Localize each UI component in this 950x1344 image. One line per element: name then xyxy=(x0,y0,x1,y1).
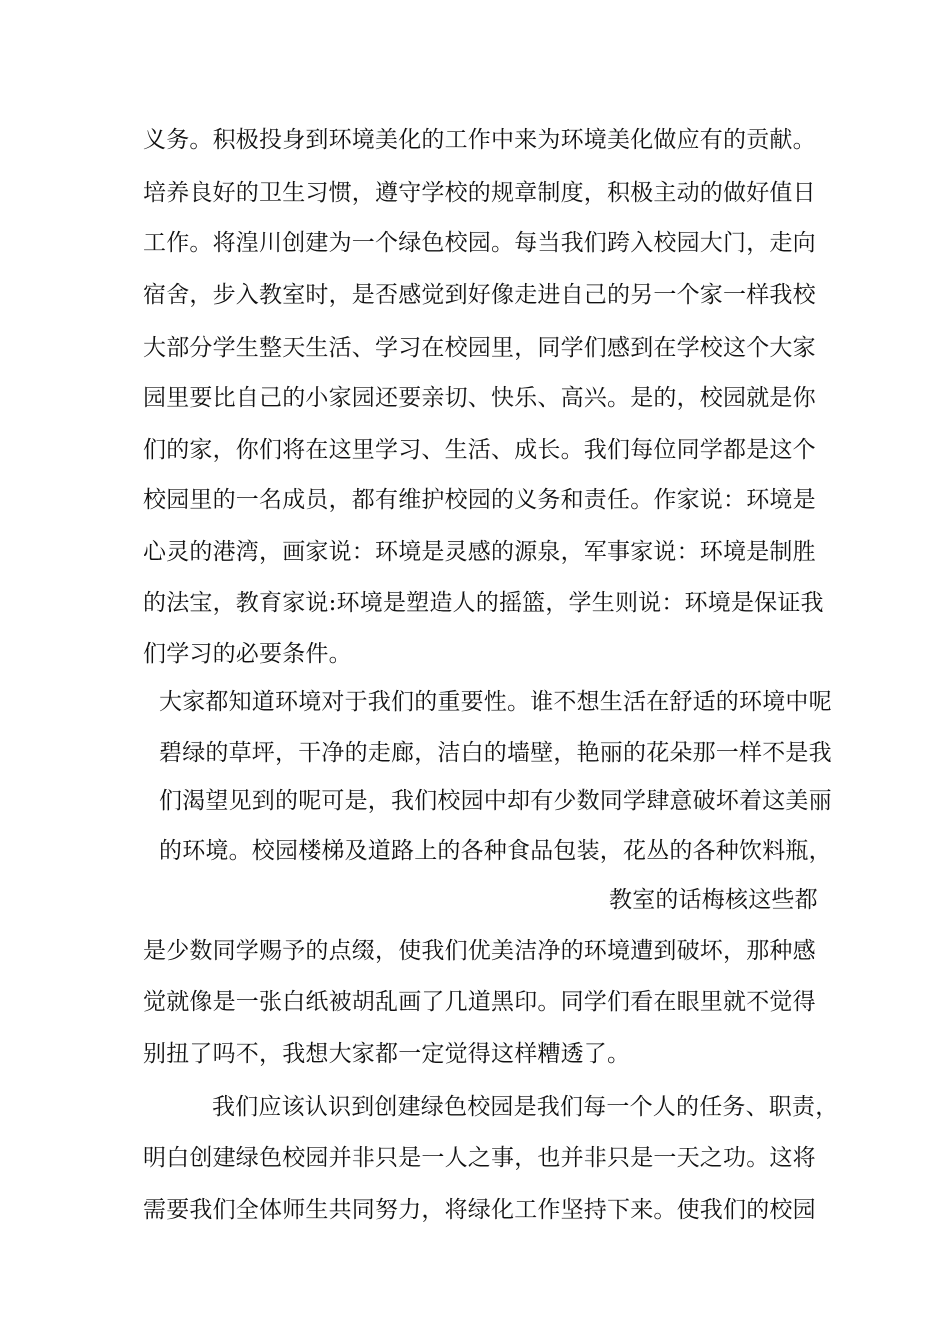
text-line-10: 的法宝，教育家说:环境是塑造人的摇篮，学生则说：环境是保证我 xyxy=(143,590,824,616)
text-line-9: 心灵的港湾，画家说：环境是灵感的源泉，军事家说：环境是制胜 xyxy=(143,539,816,565)
text-line-19: 别扭了吗不，我想大家都一定觉得这样糟透了。 xyxy=(143,1041,631,1067)
text-line-20: 我们应该认识到创建绿色校园是我们每一个人的任务、职责， xyxy=(212,1094,839,1120)
text-line-13: 碧绿的草坪，干净的走廊，洁白的墙壁，艳丽的花朵那一样不是我 xyxy=(159,740,832,766)
text-line-17: 是少数同学赐予的点缀，使我们优美洁净的环境遭到破坏，那种感 xyxy=(143,938,816,964)
text-line-16: 教室的话梅核这些都 xyxy=(609,887,818,913)
text-line-1: 义务。积极投身到环境美化的工作中来为环境美化做应有的贡献。 xyxy=(143,127,816,153)
text-line-4: 宿舍，步入教室时，是否感觉到好像走进自己的另一个家一样我校 xyxy=(143,282,816,308)
text-line-8: 校园里的一名成员，都有维护校园的义务和责任。作家说：环境是 xyxy=(143,487,816,513)
text-line-6: 园里要比自己的小家园还要亲切、快乐、高兴。是的，校园就是你 xyxy=(143,385,816,411)
text-line-21: 明白创建绿色校园并非只是一人之事，也并非只是一天之功。这将 xyxy=(143,1145,816,1171)
text-line-11: 们学习的必要条件。 xyxy=(143,641,352,667)
text-line-22: 需要我们全体师生共同努力，将绿化工作坚持下来。使我们的校园 xyxy=(143,1197,816,1223)
text-line-15: 的环境。校园楼梯及道路上的各种食品包装，花丛的各种饮料瓶， xyxy=(159,838,832,864)
text-line-12: 大家都知道环境对于我们的重要性。谁不想生活在舒适的环境中呢 xyxy=(159,689,832,715)
text-line-14: 们渴望见到的呢可是，我们校园中却有少数同学肆意破坏着这美丽 xyxy=(159,788,832,814)
text-line-3: 工作。将湟川创建为一个绿色校园。每当我们跨入校园大门，走向 xyxy=(143,230,816,256)
text-line-2: 培养良好的卫生习惯，遵守学校的规章制度，积极主动的做好值日 xyxy=(143,180,816,206)
text-line-7: 们的家，你们将在这里学习、生活、成长。我们每位同学都是这个 xyxy=(143,437,816,463)
text-line-18: 觉就像是一张白纸被胡乱画了几道黑印。同学们看在眼里就不觉得 xyxy=(143,989,816,1015)
text-line-5: 大部分学生整天生活、学习在校园里，同学们感到在学校这个大家 xyxy=(143,335,816,361)
